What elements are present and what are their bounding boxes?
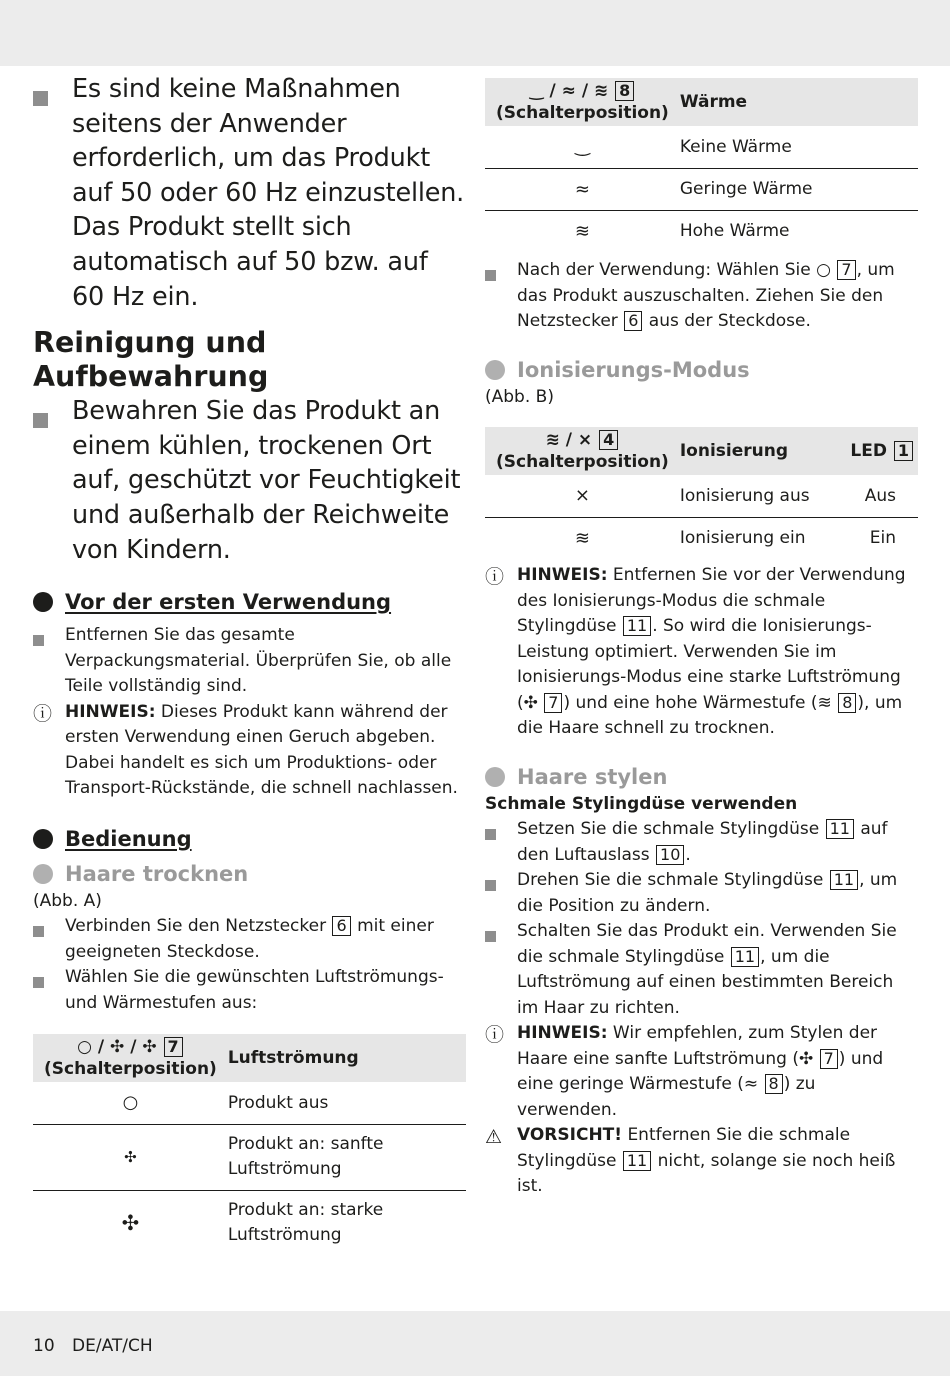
table-header-led: LED 1 — [836, 427, 918, 475]
subsection-heading-ion: Ionisierungs-Modus — [485, 355, 918, 385]
region-code: DE/AT/CH — [72, 1336, 153, 1356]
switch-icons: ○ / ✣ / ✣ — [77, 1037, 157, 1058]
left-column — [33, 72, 466, 1256]
square-bullet-icon — [33, 91, 48, 106]
section-heading-operation: Bedienung — [33, 824, 466, 854]
info-icon: ⓘ — [485, 1024, 505, 1046]
caution-note: ⚠ VORSICHT! Entfernen Sie die schmale Stylingdüse 11 nicht, solange sie noch heiß ist. — [485, 1123, 918, 1200]
list-item: Schalten Sie das Produkt ein. Verwenden Sie die schmale Stylingdüse 11 , um die Luftströmung auf einen bestimmten Bereich im Haar zu richten. — [485, 919, 918, 1021]
switch-icons: ‿ / ≈ / ≋ — [529, 81, 609, 101]
square-bullet-icon — [485, 270, 496, 281]
list-item: Drehen Sie die schmale Stylingdüse 11 , um die Position zu ändern. — [485, 868, 918, 919]
square-bullet-icon — [485, 829, 496, 840]
table-row: ⨯ Ionisierung aus Aus — [485, 475, 918, 517]
heat-high-icon: ≋ — [817, 692, 832, 713]
info-icon: ⓘ — [33, 702, 53, 725]
table-header-airflow: Luftströmung — [228, 1034, 466, 1082]
fan-high-icon: ✣ — [523, 692, 538, 713]
bullet-dot-icon — [33, 592, 53, 612]
square-bullet-icon — [485, 931, 496, 942]
part-number: 6 — [332, 916, 350, 936]
heat-low-icon: ≈ — [743, 1074, 759, 1094]
table-header-switch: ○ / ✣ / ✣ 7 (Schalterposition) — [33, 1034, 228, 1082]
heat-none-icon: ‿ — [485, 126, 680, 168]
section-heading-cleaning: Reinigung und Aufbewahrung — [33, 326, 269, 394]
table-row: ✣ Produkt an: sanfte Luftströmung — [33, 1124, 466, 1190]
part-number: 7 — [820, 1049, 838, 1069]
list-item: Setzen Sie die schmale Stylingdüse 11 auf den Luftauslass 10 . — [485, 817, 918, 868]
ion-table — [485, 427, 918, 559]
table-header-switch: ‿ / ≈ / ≋ 8 (Schalterposition) — [485, 78, 680, 126]
part-number: 1 — [894, 441, 913, 461]
table-row: ≈ Geringe Wärme — [485, 168, 918, 210]
note-style: ⓘ HINWEIS: Wir empfehlen, zum Stylen der Haare eine sanfte Luftströmung (✣ 7 ) und eine geringe Wärmestufe (≈ 8 ) zu verwenden. — [485, 1021, 918, 1123]
subsection-heading-dry: Haare trocknen — [33, 859, 466, 889]
list-item: Bewahren Sie das Produkt an einem kühlen, trockenen Ort auf, geschützt vor Feuchtigkeit und außerhalb der Reichweite von Kindern. — [33, 394, 466, 567]
part-number: 11 — [623, 616, 651, 636]
heat-table — [485, 78, 918, 252]
part-number: 10 — [656, 845, 684, 865]
part-number: 8 — [765, 1074, 783, 1094]
warning-icon: ⚠ — [485, 1126, 503, 1148]
section-heading-first-use: Vor der ersten Verwendung — [33, 587, 466, 617]
figure-reference: (Abb. B) — [485, 386, 554, 407]
bullet-dot-icon — [33, 829, 53, 849]
square-bullet-icon — [33, 926, 44, 937]
fan-low-icon: ✣ — [33, 1124, 228, 1190]
heat-high-icon: ≋ — [574, 220, 590, 242]
list-item: Es sind keine Maßnahmen seitens der Anwender erforderlich, um das Produkt auf 50 oder 60 Hz einzustellen. Das Produkt stellt sich automatisch auf 50 bzw. auf 60 Hz ein. — [33, 72, 466, 314]
subsection-heading-style: Haare stylen — [485, 762, 918, 792]
part-number: 7 — [837, 260, 855, 280]
table-row: ✣ Produkt an: starke Luftströmung — [33, 1190, 466, 1256]
note-first-use: ⓘ HINWEIS: Dieses Produkt kann während der ersten Verwendung einen Geruch abgeben. Dabei handelt es sich um Produktions- oder Transport-Rückstände, die schnell nachlassen. — [33, 700, 466, 802]
square-bullet-icon — [33, 413, 48, 428]
ion-on-icon: ≋ — [574, 527, 590, 549]
part-number: 7 — [544, 693, 562, 713]
off-icon: ○ — [33, 1082, 228, 1124]
table-row: ≋ Hohe Wärme — [485, 210, 918, 252]
ion-off-icon: ⨯ — [485, 475, 680, 517]
part-number: 8 — [838, 693, 856, 713]
part-number: 4 — [599, 430, 618, 450]
list-item: Wählen Sie die gewünschten Luftströmungs- und Wärmestufen aus: — [33, 965, 466, 1016]
fan-low-icon: ✣ — [798, 1048, 814, 1069]
table-header-ion: Ionisierung — [680, 427, 837, 475]
part-number: 11 — [623, 1151, 651, 1171]
bullet-dot-icon — [33, 864, 53, 884]
page-number: 10 — [33, 1336, 55, 1356]
page-footer — [33, 1336, 165, 1356]
note-ion: ⓘ HINWEIS: Entfernen Sie vor der Verwendung des Ionisierungs-Modus die schmale Stylingdüse 11 . So wird die Ionisierungs-Leistung optimiert. Verwenden Sie im Ionisierungs-Modus eine starke Luftströmung (✣ 7 ) und eine hohe Wärmestufe (≋ 8 ), um die Haare schnell zu trocknen. — [485, 563, 918, 742]
off-icon: ○ — [816, 260, 831, 280]
right-column — [485, 78, 918, 1200]
list-item: Entfernen Sie das gesamte Verpackungsmaterial. Überprüfen Sie, ob alle Teile vollständig sind. — [33, 623, 466, 700]
list-item: Verbinden Sie den Netzstecker 6 mit einer geeigneten Steckdose. — [33, 914, 466, 965]
airflow-table — [33, 1034, 466, 1256]
subheading-styling-nozzle: Schmale Stylingdüse verwenden — [485, 793, 798, 814]
switch-icons: ≋ / ⨯ — [545, 430, 593, 450]
table-row: ≋ Ionisierung ein Ein — [485, 517, 918, 559]
table-row: ○ Produkt aus — [33, 1082, 466, 1124]
table-header-heat: Wärme — [680, 78, 918, 126]
info-icon: ⓘ — [485, 566, 505, 588]
heat-low-icon: ≈ — [485, 168, 680, 210]
bullet-dot-icon — [485, 767, 505, 787]
header-bar — [0, 0, 950, 66]
square-bullet-icon — [33, 635, 44, 646]
fan-high-icon: ✣ — [121, 1211, 140, 1236]
part-number: 11 — [826, 819, 854, 839]
table-row: ‿ Keine Wärme — [485, 126, 918, 168]
part-number: 7 — [164, 1037, 183, 1057]
part-number: 11 — [830, 870, 858, 890]
part-number: 8 — [615, 81, 634, 101]
square-bullet-icon — [33, 977, 44, 988]
bullet-dot-icon — [485, 360, 505, 380]
part-number: 11 — [731, 947, 759, 967]
table-header-switch: ≋ / ⨯ 4 (Schalterposition) — [485, 427, 680, 475]
square-bullet-icon — [485, 880, 496, 891]
figure-reference: (Abb. A) — [33, 890, 102, 911]
part-number: 6 — [624, 311, 642, 331]
list-item: Nach der Verwendung: Wählen Sie ○ 7 , um das Produkt auszuschalten. Ziehen Sie den Netzstecker 6 aus der Steckdose. — [485, 258, 918, 335]
